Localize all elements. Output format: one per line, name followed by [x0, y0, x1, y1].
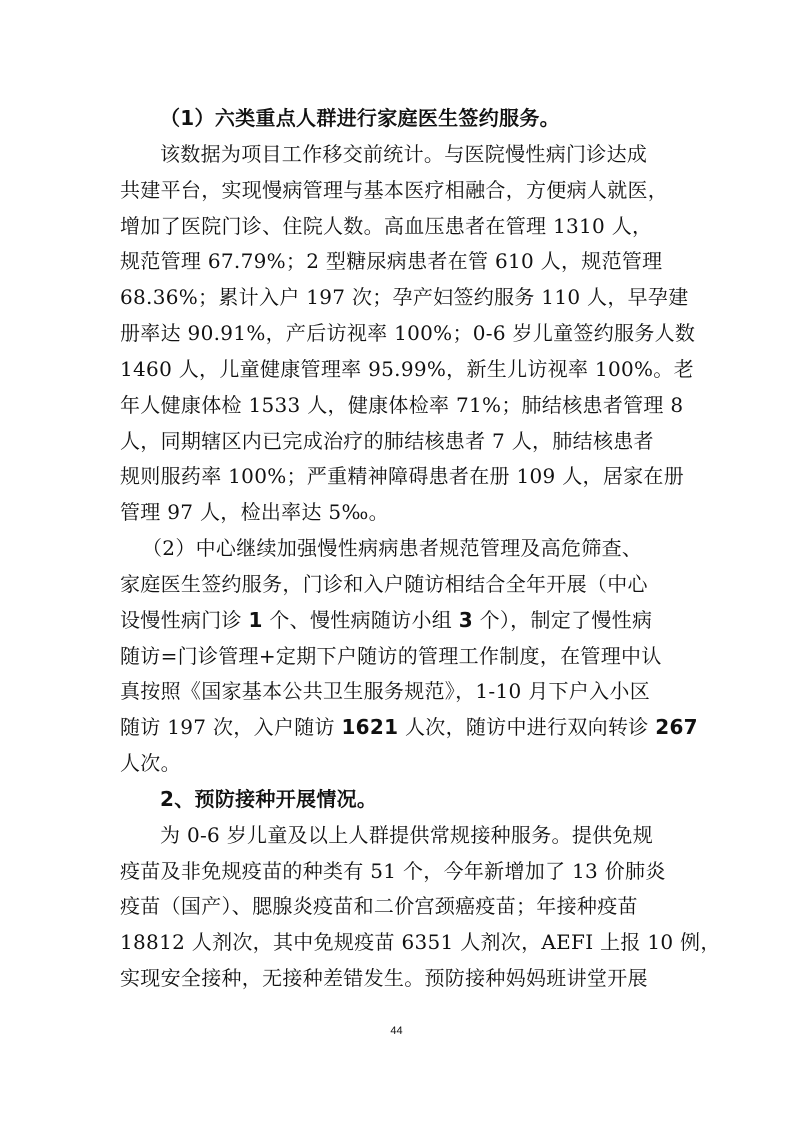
text-run: 设慢性病门诊 — [120, 607, 249, 632]
paragraph-line: 68.36%；累计入户 197 次；孕产妇签约服务 110 人，早孕建 — [120, 285, 689, 310]
paragraph-line: 人，同期辖区内已完成治疗的肺结核患者 7 人，肺结核患者 — [120, 428, 654, 453]
section-heading: （1）六类重点人群进行家庭医生签约服务。 — [160, 106, 560, 130]
bold-number: 3 — [458, 607, 473, 632]
paragraph-line: （2）中心继续加强慢性病病患者规范管理及高危筛查、 — [142, 536, 643, 560]
text-run: 个），制定了慢性病 — [472, 607, 653, 632]
section-heading: 2、预防接种开展情况。 — [160, 786, 378, 811]
paragraph-line: 疫苗（国产）、腮腺炎疫苗和二价宫颈癌疫苗；年接种疫苗 — [120, 894, 638, 919]
bold-number: 1621 — [341, 715, 399, 740]
paragraph-line: 1460 人，儿童健康管理率 95.99%，新生儿访视率 100%。老 — [120, 356, 694, 381]
bold-number: 267 — [655, 715, 698, 740]
paragraph-line: 规则服药率 100%；严重精神障碍患者在册 109 人，居家在册 — [120, 464, 685, 489]
paragraph-line: 真按照《国家基本公共卫生服务规范》，1-10 月下户入小区 — [120, 679, 650, 704]
paragraph-line: 疫苗及非免规疫苗的种类有 51 个，今年新增加了 13 价肺炎 — [120, 858, 666, 883]
text-run: 随访 197 次，入户随访 — [120, 715, 342, 740]
paragraph-line: 为 0-6 岁儿童及以上人群提供常规接种服务。提供免规 — [160, 822, 654, 847]
text-run: 人次，随访中进行双向转诊 — [398, 715, 656, 740]
paragraph-line: 规范管理 67.79%；2 型糖尿病患者在管 610 人，规范管理 — [120, 249, 663, 274]
paragraph-line: 随访=门诊管理+定期下户随访的管理工作制度，在管理中认 — [120, 643, 662, 668]
paragraph-line: 共建平台，实现慢病管理与基本医疗相融合，方便病人就医， — [120, 177, 669, 202]
paragraph-line — [120, 709, 698, 745]
bold-number: 1 — [248, 607, 263, 632]
paragraph-line: 家庭医生签约服务，门诊和入户随访相结合全年开展（中心 — [120, 571, 648, 596]
paragraph-line: 增加了医院门诊、住院人数。高血压患者在管理 1310 人， — [120, 213, 653, 238]
paragraph-line: 册率达 90.91%，产后访视率 100%；0-6 岁儿童签约服务人数 — [120, 321, 696, 345]
paragraph-line: 年人健康体检 1533 人，健康体检率 71%；肺结核患者管理 8 — [120, 392, 684, 417]
paragraph-line: 管理 97 人，检出率达 5‰。 — [120, 500, 389, 525]
page-number: 44 — [390, 1025, 403, 1037]
paragraph-line — [120, 602, 652, 638]
paragraph-line: 18812 人剂次，其中免规疫苗 6351 人剂次，AEFI 上报 10 例， — [120, 930, 721, 955]
text-run: 个、慢性病随访小组 — [262, 607, 459, 632]
paragraph-line: 实现安全接种，无接种差错发生。预防接种妈妈班讲堂开展 — [120, 966, 648, 990]
paragraph-line: 该数据为项目工作移交前统计。与医院慢性病门诊达成 — [160, 141, 648, 166]
paragraph-line: 人次。 — [120, 751, 181, 775]
